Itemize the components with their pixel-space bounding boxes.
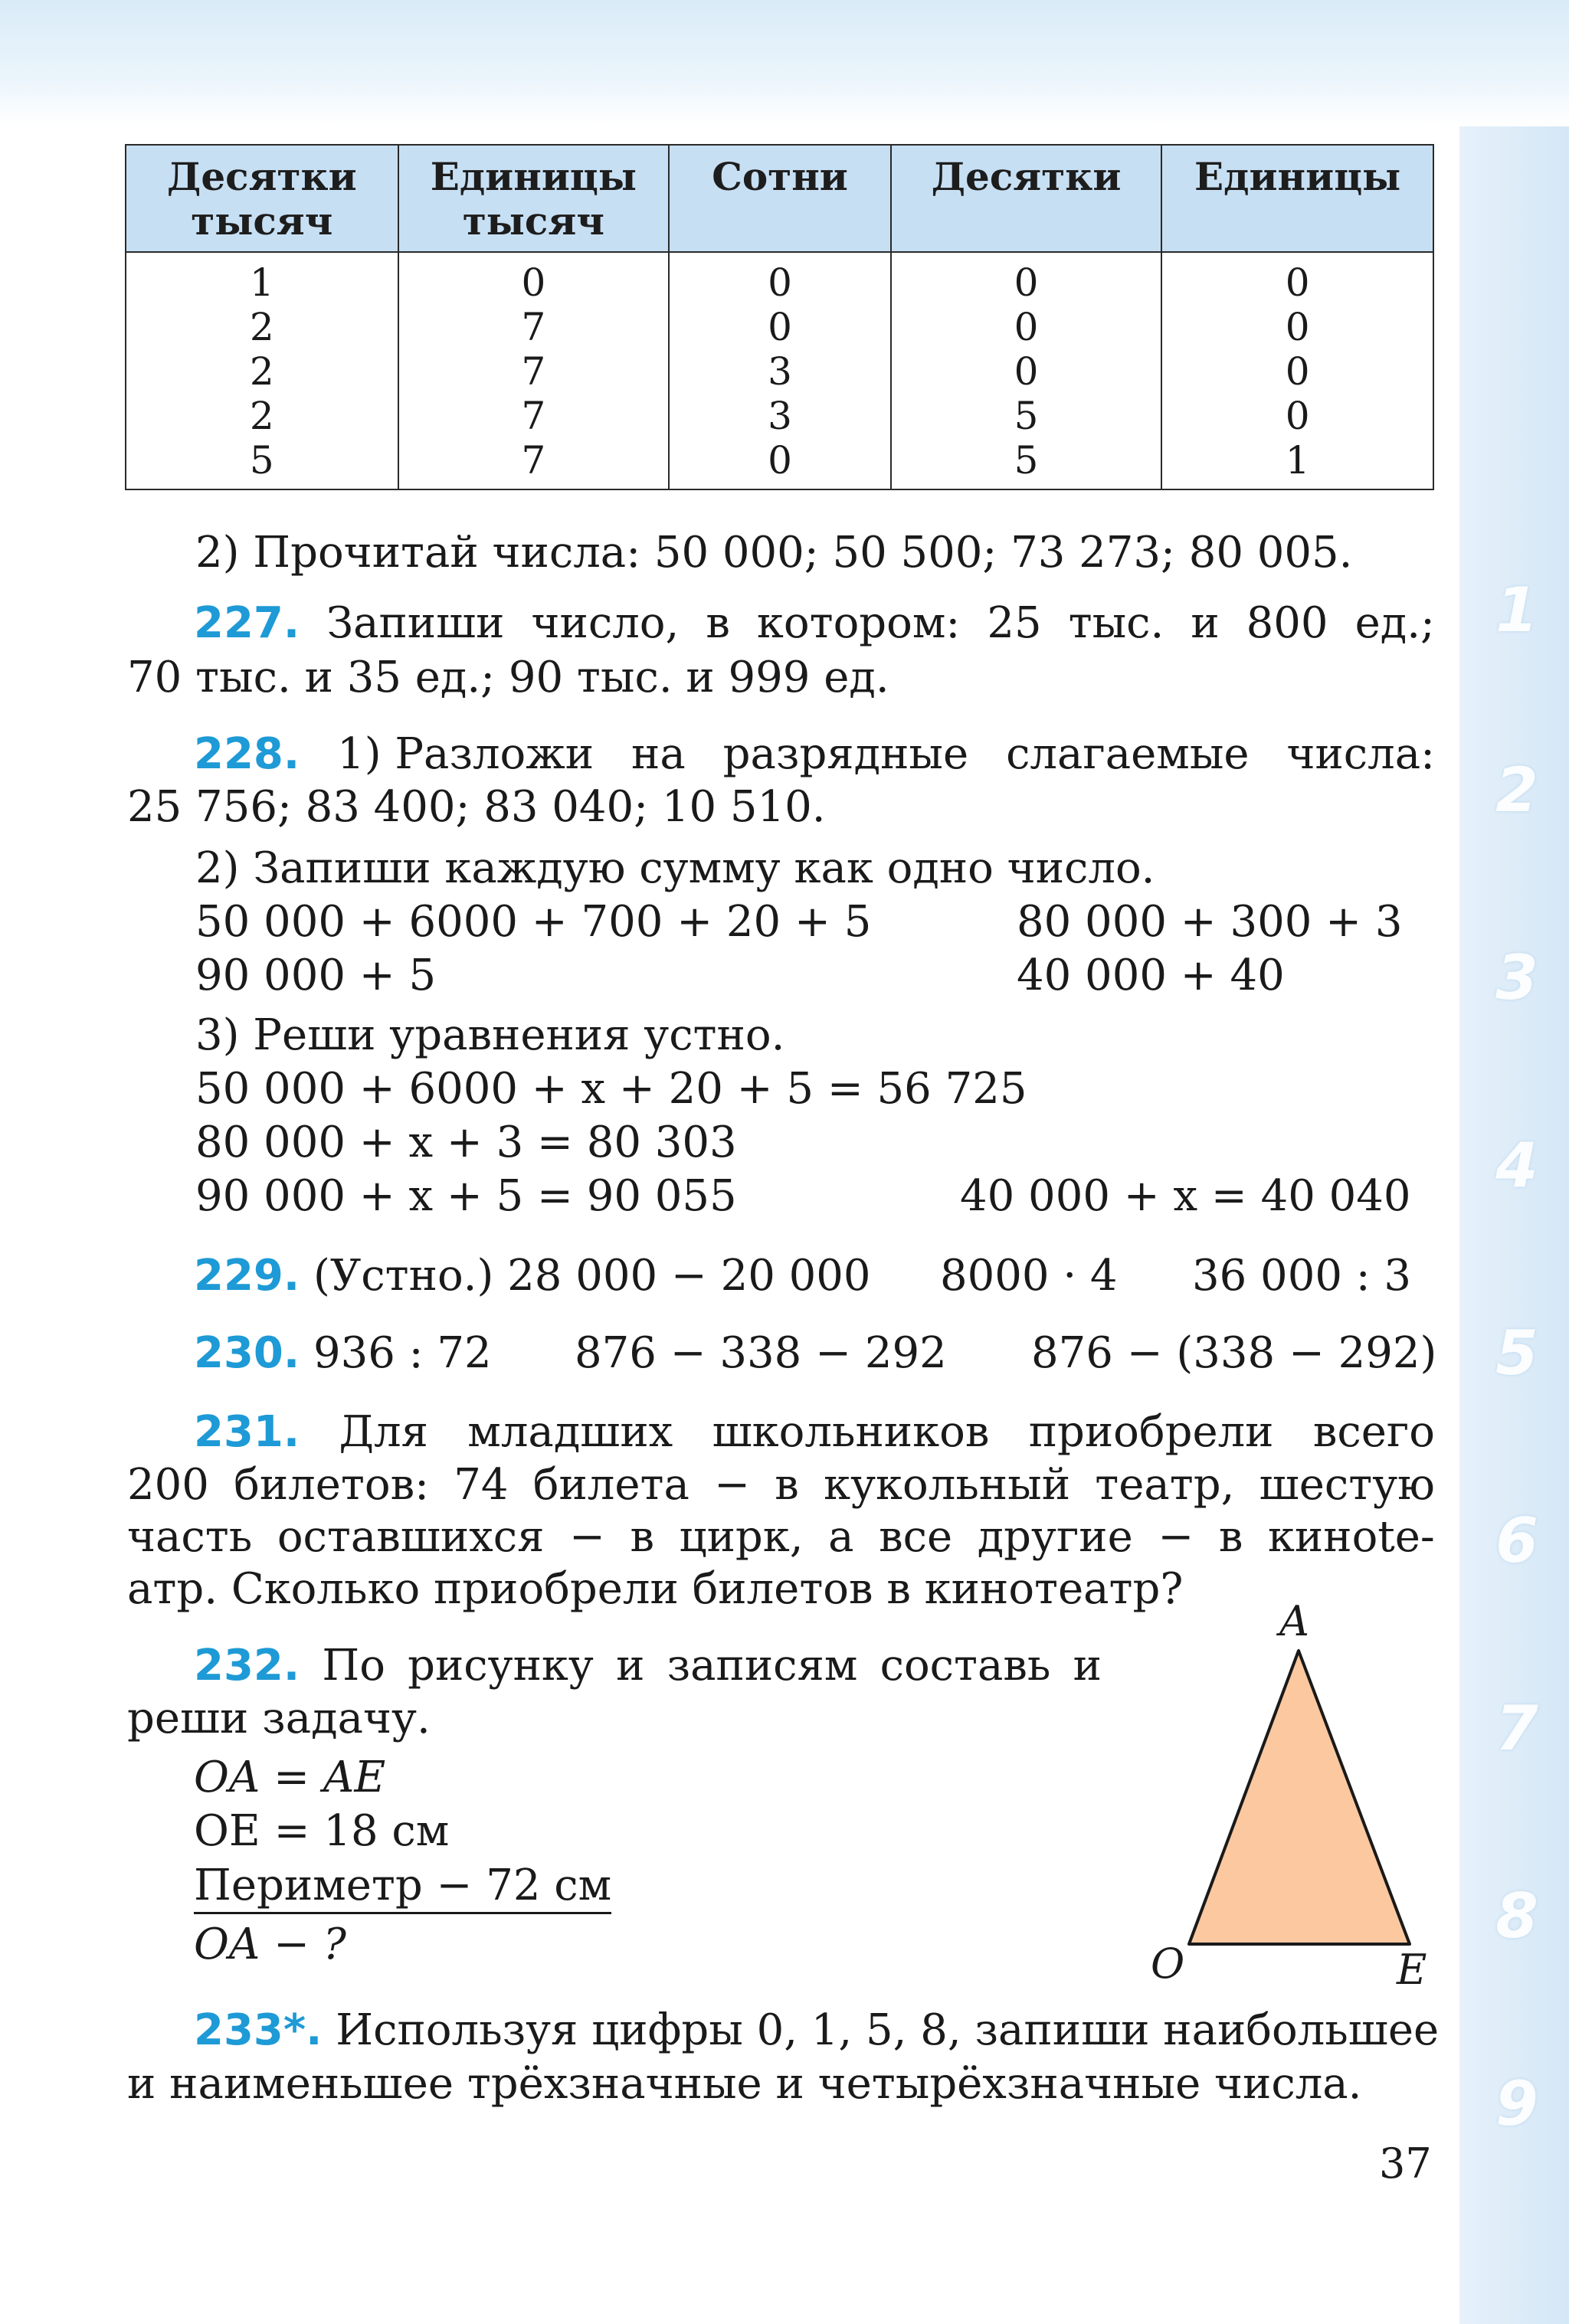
sum-1b: 80 000 + 300 + 3 bbox=[1017, 897, 1403, 947]
table-row bbox=[126, 349, 1433, 394]
table-row bbox=[126, 394, 1433, 438]
chapter-tab-8[interactable]: 8 bbox=[1495, 1880, 1538, 1952]
table-row bbox=[126, 438, 1433, 489]
table-cell: 0 bbox=[891, 305, 1162, 349]
equation-1: 50 000 + 6000 + x + 20 + 5 = 56 725 bbox=[195, 1064, 1027, 1114]
table-cell: 3 bbox=[669, 394, 891, 438]
task-228-line1: 228. 1) Разложи на разрядные слагаемые числа: bbox=[194, 729, 1435, 779]
chapter-tab-1[interactable]: 1 bbox=[1495, 574, 1538, 646]
question-oa: OA − ? bbox=[194, 1920, 346, 1969]
condition-oa-ae: OA = AE bbox=[194, 1753, 386, 1802]
condition-perimeter: Периметр − 72 см bbox=[194, 1860, 611, 1912]
table-cell: 7 bbox=[398, 438, 670, 489]
chapter-tab-7[interactable]: 7 bbox=[1495, 1693, 1538, 1764]
read-numbers-text: 2) Прочитай числа: 50 000; 50 500; 73 273; 80 005. bbox=[195, 528, 1353, 578]
task-228-part2: 2) Запиши каждую сумму как одно число. bbox=[195, 843, 1155, 893]
task-number-227: 227. bbox=[194, 598, 300, 648]
table-cell: 0 bbox=[669, 305, 891, 349]
table-cell: 0 bbox=[669, 252, 891, 305]
chapter-tab-2[interactable]: 2 bbox=[1495, 754, 1538, 826]
table-cell: 5 bbox=[891, 438, 1162, 489]
task-229: 229. (Устно.) 28 000 − 20 000 bbox=[194, 1251, 871, 1301]
table-cell: 0 bbox=[891, 252, 1162, 305]
header-thousands: Единицы тысяч bbox=[398, 145, 670, 252]
header-tens: Десятки bbox=[891, 145, 1162, 252]
condition-oe: OE = 18 см bbox=[194, 1806, 450, 1856]
table-cell: 0 bbox=[891, 349, 1162, 394]
table-row bbox=[126, 305, 1433, 349]
place-value-table bbox=[125, 144, 1434, 490]
task-number-229: 229. bbox=[194, 1251, 300, 1301]
task-number-231: 231. bbox=[194, 1407, 300, 1457]
task-227-line1: 227. Запиши число, в котором: 25 тыс. и 800 ед.; bbox=[194, 598, 1435, 648]
chapter-tab-6[interactable]: 6 bbox=[1495, 1505, 1538, 1576]
table-cell: 0 bbox=[398, 252, 670, 305]
triangle-oae bbox=[1189, 1651, 1410, 1944]
task-230: 230. 936 : 72 bbox=[194, 1328, 492, 1378]
task-228-part3: 3) Реши уравнения устно. bbox=[195, 1010, 785, 1060]
equation-2: 80 000 + x + 3 = 80 303 bbox=[195, 1118, 737, 1167]
task-232-line1: 232. По рисунку и записям составь и bbox=[194, 1641, 1102, 1691]
table-cell: 0 bbox=[669, 438, 891, 489]
task-231-line3: часть оставшихся − в цирк, а все другие − в кинote- bbox=[127, 1512, 1435, 1562]
table-cell: 7 bbox=[398, 349, 670, 394]
chapter-tab-4[interactable]: 4 bbox=[1495, 1130, 1538, 1201]
task-230-c: 876 − (338 − 292) bbox=[1031, 1328, 1437, 1378]
top-band bbox=[0, 0, 1569, 126]
table-row bbox=[126, 252, 1433, 305]
task-233-line2: и наименьшее трёхзначные и четырёхзначные числа. bbox=[127, 2059, 1362, 2109]
table-cell: 1 bbox=[1161, 438, 1433, 489]
sum-2b: 40 000 + 40 bbox=[1017, 951, 1285, 1000]
table-cell: 0 bbox=[1161, 349, 1433, 394]
task-229-c: 36 000 : 3 bbox=[1192, 1251, 1412, 1301]
table-cell: 7 bbox=[398, 305, 670, 349]
table-cell: 5 bbox=[126, 438, 398, 489]
sum-1a: 50 000 + 6000 + 700 + 20 + 5 bbox=[195, 897, 872, 947]
table-cell: 5 bbox=[891, 394, 1162, 438]
task-number-228: 228. bbox=[194, 729, 300, 779]
page-number: 37 bbox=[1379, 2139, 1432, 2188]
task-231-line1: 231. Для младших школьников приобрели всего bbox=[194, 1407, 1435, 1457]
equation-4: 40 000 + x = 40 040 bbox=[960, 1171, 1411, 1221]
header-units: Единицы bbox=[1161, 145, 1433, 252]
chapter-tab-5[interactable]: 5 bbox=[1495, 1317, 1538, 1389]
header-ten-thousands: Десятки тысяч bbox=[126, 145, 398, 252]
side-chapter-strip bbox=[1459, 126, 1569, 2324]
task-227-line2: 70 тыс. и 35 ед.; 90 тыс. и 999 ед. bbox=[127, 653, 889, 702]
sum-2a: 90 000 + 5 bbox=[195, 951, 437, 1000]
chapter-tab-9[interactable]: 9 bbox=[1495, 2068, 1538, 2139]
task-231-line2: 200 билетов: 74 билета − в кукольный театр, шестую bbox=[127, 1460, 1435, 1510]
table-cell: 0 bbox=[1161, 305, 1433, 349]
task-number-232: 232. bbox=[194, 1641, 300, 1691]
vertex-label-a: A bbox=[1279, 1597, 1309, 1645]
header-hundreds: Сотни bbox=[669, 145, 891, 252]
table-cell: 1 bbox=[126, 252, 398, 305]
vertex-label-e: E bbox=[1397, 1946, 1427, 1994]
task-number-230: 230. bbox=[194, 1328, 300, 1378]
chapter-tab-3[interactable]: 3 bbox=[1495, 942, 1538, 1013]
task-231-line4: атр. Сколько приобрели билетов в кинотеатр? bbox=[127, 1564, 1184, 1614]
task-229-b: 8000 · 4 bbox=[940, 1251, 1118, 1301]
equation-3: 90 000 + x + 5 = 90 055 bbox=[195, 1171, 737, 1221]
table-cell: 0 bbox=[1161, 394, 1433, 438]
table-header-row bbox=[126, 145, 1433, 252]
vertex-label-o: O bbox=[1151, 1939, 1185, 1988]
table-cell: 2 bbox=[126, 349, 398, 394]
task-230-b: 876 − 338 − 292 bbox=[575, 1328, 947, 1378]
table-cell: 2 bbox=[126, 394, 398, 438]
triangle-figure bbox=[1142, 1624, 1433, 1976]
table-cell: 7 bbox=[398, 394, 670, 438]
task-233-line1: 233*. Используя цифры 0, 1, 5, 8, запиши наибольшее bbox=[194, 2005, 1440, 2055]
task-number-233: 233*. bbox=[194, 2005, 323, 2055]
table-cell: 3 bbox=[669, 349, 891, 394]
task-232-line2: реши задачу. bbox=[127, 1694, 431, 1743]
task-228-line2: 25 756; 83 400; 83 040; 10 510. bbox=[127, 782, 826, 832]
table-cell: 2 bbox=[126, 305, 398, 349]
table-cell: 0 bbox=[1161, 252, 1433, 305]
